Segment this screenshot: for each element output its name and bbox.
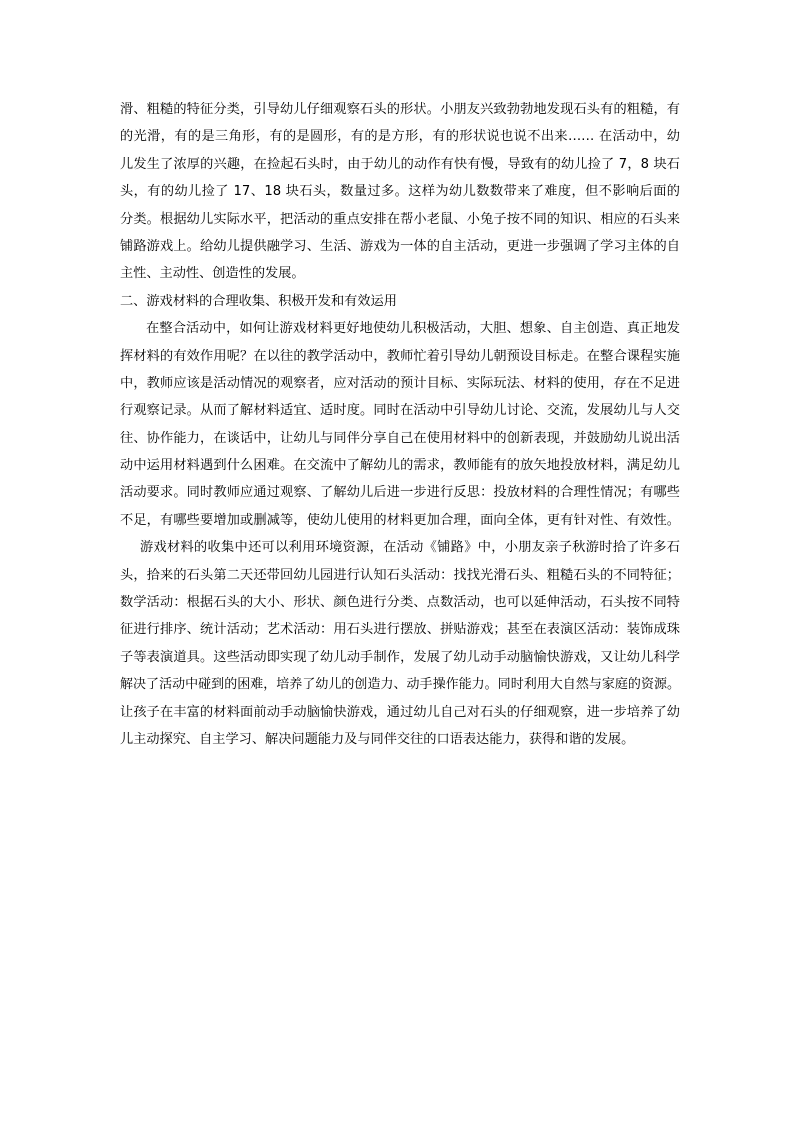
text-line: 解决了活动中碰到的困难，培养了幼儿的创造力、动手操作能力。同时利用大自然与家庭的资源。 bbox=[120, 677, 680, 693]
text-line: 数学活动：根据石头的大小、形状、颜色进行分类、点数活动，也可以延伸活动，石头按不同特 bbox=[120, 595, 680, 611]
body-text bbox=[120, 96, 680, 753]
text-line: 铺路游戏上。给幼儿提供融学习、生活、游戏为一体的自主活动，更进一步强调了学习主体的自 bbox=[120, 238, 680, 254]
section-heading: 二、游戏材料的合理收集、积极开发和有效运用 bbox=[120, 293, 397, 309]
text-line: 中，教师应该是活动情况的观察者，应对活动的预计目标、实际玩法、材料的使用，存在不足进 bbox=[120, 375, 680, 391]
text-line: 不足，有哪些要增加或删减等，使幼儿使用的材料更加合理，面向全体，更有针对性、有效性。 bbox=[120, 512, 680, 528]
text-line: 头，拾来的石头第二天还带回幼儿园进行认知石头活动：找找光滑石头、粗糙石头的不同特征； bbox=[120, 567, 680, 583]
text-line: 儿发生了浓厚的兴趣，在捡起石头时，由于幼儿的动作有快有慢，导致有的幼儿捡了 7，8 块石 bbox=[120, 156, 680, 172]
text-line: 儿主动探究、自主学习、解决问题能力及与同伴交往的口语表达能力，获得和谐的发展。 bbox=[120, 731, 635, 747]
text-line: 在整合活动中，如何让游戏材料更好地使幼儿积极活动，大胆、想象、自主创造、真正地发 bbox=[146, 321, 680, 337]
text-line: 活动要求。同时教师应通过观察、了解幼儿后进一步进行反思：投放材料的合理性情况；有哪些 bbox=[120, 485, 680, 501]
text-line: 子等表演道具。这些活动即实现了幼儿动手制作，发展了幼儿动手动脑愉快游戏，又让幼儿科学 bbox=[120, 649, 680, 665]
text-line: 头，有的幼儿捡了 17、18 块石头，数量过多。这样为幼儿数数带来了难度，但不影响后面的 bbox=[120, 184, 680, 200]
text-line: 行观察记录。从而了解材料适宜、适时度。同时在活动中引导幼儿讨论、交流，发展幼儿与人交 bbox=[120, 403, 680, 419]
text-line: 让孩子在丰富的材料面前动手动脑愉快游戏，通过幼儿自己对石头的仔细观察，进一步培养了幼 bbox=[120, 704, 680, 720]
text-line: 的光滑，有的是三角形，有的是圆形，有的是方形，有的形状说也说不出来…… 在活动中，幼 bbox=[120, 129, 680, 145]
text-line: 主性、主动性、创造性的发展。 bbox=[120, 266, 305, 282]
text-line: 动中运用材料遇到什么困难。在交流中了解幼儿的需求，教师能有的放矢地投放材料，满足幼儿 bbox=[120, 458, 680, 474]
text-line: 往、协作能力，在谈话中，让幼儿与同伴分享自己在使用材料中的创新表现，并鼓励幼儿说出活 bbox=[120, 430, 680, 446]
text-line: 分类。根据幼儿实际水平，把活动的重点安排在帮小老鼠、小兔子按不同的知识、相应的石头来 bbox=[120, 211, 680, 227]
text-line: 滑、粗糙的特征分类，引导幼儿仔细观察石头的形状。小朋友兴致勃勃地发现石头有的粗糙，有 bbox=[120, 102, 680, 117]
text-line: 游戏材料的收集中还可以利用环境资源，在活动《铺路》中，小朋友亲子秋游时拾了许多石 bbox=[140, 540, 680, 556]
text-line: 征进行排序、统计活动；艺术活动：用石头进行摆放、拼贴游戏；甚至在表演区活动：装饰成珠 bbox=[120, 622, 680, 638]
text-line: 挥材料的有效作用呢？在以往的教学活动中，教师忙着引导幼儿朝预设目标走。在整合课程实施 bbox=[120, 348, 680, 364]
